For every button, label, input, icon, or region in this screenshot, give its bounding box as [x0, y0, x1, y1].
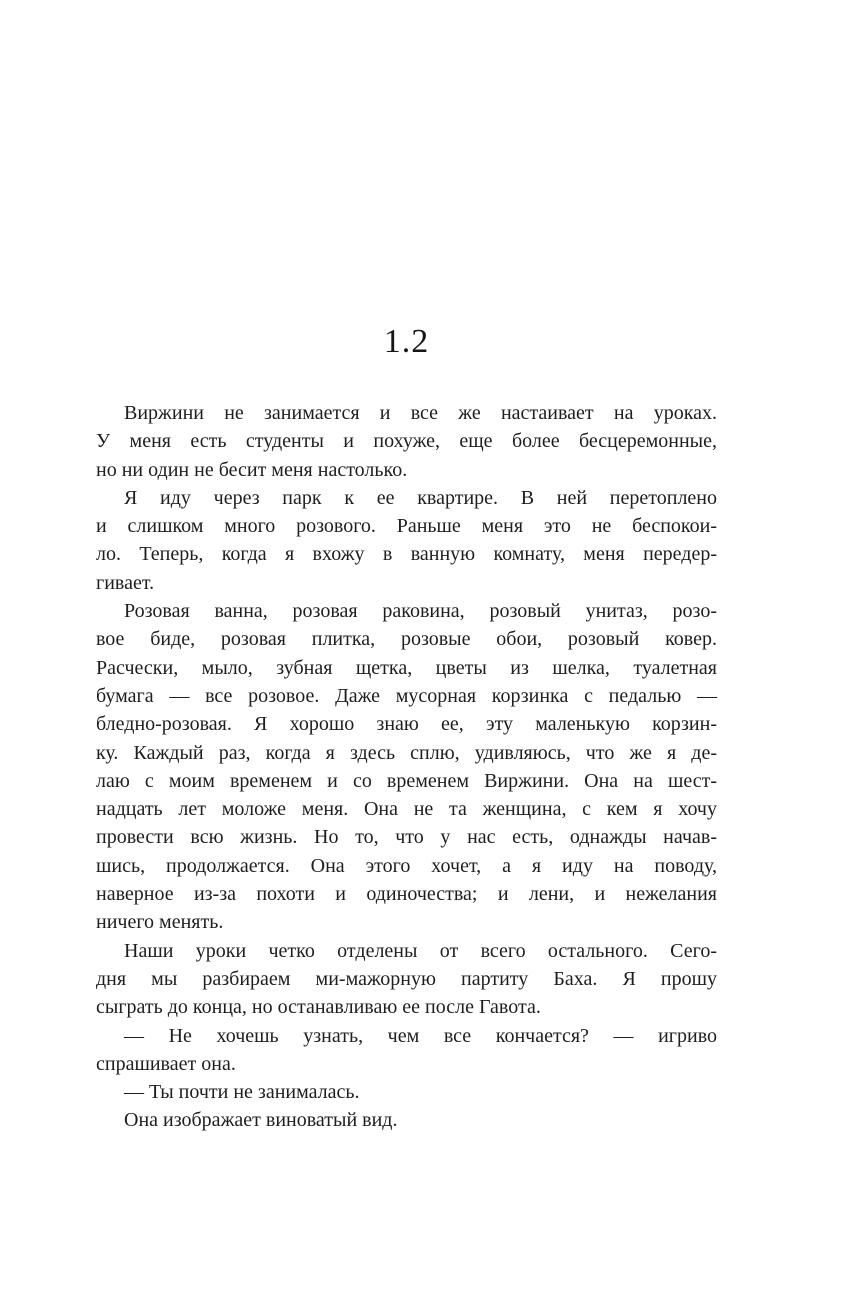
text-line: провести всю жизнь. Но то, что у нас есть, однажды начав- — [96, 826, 717, 849]
text-line: Розовая ванна, розовая раковина, розовый унитаз, розо- — [124, 600, 717, 623]
text-line: но ни один не бесит меня настолько. — [96, 458, 408, 481]
text-line: дня мы разбираем ми-мажорную партиту Баха. Я прошу — [96, 967, 717, 990]
paragraph — [96, 1078, 717, 1106]
text-line: сыграть до конца, но останавливаю ее после Гавота. — [96, 996, 541, 1019]
text-line: Я иду через парк к ее квартире. В ней перетоплено — [124, 486, 717, 509]
text-line: Она изображает виноватый вид. — [124, 1109, 398, 1132]
text-line: ничего менять. — [96, 911, 224, 934]
text-line: — Ты почти не занималась. — [124, 1081, 360, 1104]
text-line: бледно-розовая. Я хорошо знаю ее, эту маленькую корзин- — [96, 713, 717, 736]
paragraph — [96, 399, 717, 484]
paragraph — [96, 597, 717, 937]
paragraph — [96, 1106, 717, 1134]
text-line: лаю с моим временем и со временем Виржини. Она на шест- — [96, 769, 717, 792]
text-line: и слишком много розового. Раньше меня это не беспокои- — [96, 515, 717, 538]
text-line: вое биде, розовая плитка, розовые обои, розовый ковер. — [96, 628, 717, 651]
paragraph — [96, 1022, 717, 1079]
section-number: 1.2 — [383, 323, 430, 360]
text-line: Расчески, мыло, зубная щетка, цветы из шелка, туалетная — [96, 656, 717, 679]
text-line: спрашивает она. — [96, 1052, 236, 1075]
text-line: ло. Теперь, когда я вхожу в ванную комнату, меня передер- — [96, 543, 717, 566]
text-line: шись, продолжается. Она этого хочет, а я иду на поводу, — [96, 854, 717, 877]
text-line: гивает. — [96, 571, 155, 594]
text-line: Виржини не занимается и все же настаивает на уроках. — [124, 402, 717, 424]
text-line: Наши уроки четко отделены от всего остального. Сего- — [124, 939, 717, 962]
text-block — [96, 399, 717, 1135]
text-line: — Не хочешь узнать, чем все кончается? — игриво — [124, 1024, 717, 1047]
text-line: ку. Каждый раз, когда я здесь сплю, удивляюсь, что же я де- — [96, 741, 717, 764]
text-line: надцать лет моложе меня. Она не та женщина, с кем я хочу — [96, 798, 717, 821]
paragraph — [96, 484, 717, 597]
text-line: наверное из-за похоти и одиночества; и лени, и нежелания — [96, 883, 717, 906]
text-line: У меня есть студенты и похуже, еще более бесцеремонные, — [96, 430, 717, 453]
paragraph — [96, 937, 717, 1022]
text-line: бумага — все розовое. Даже мусорная корзинка с педалью — — [96, 684, 717, 707]
